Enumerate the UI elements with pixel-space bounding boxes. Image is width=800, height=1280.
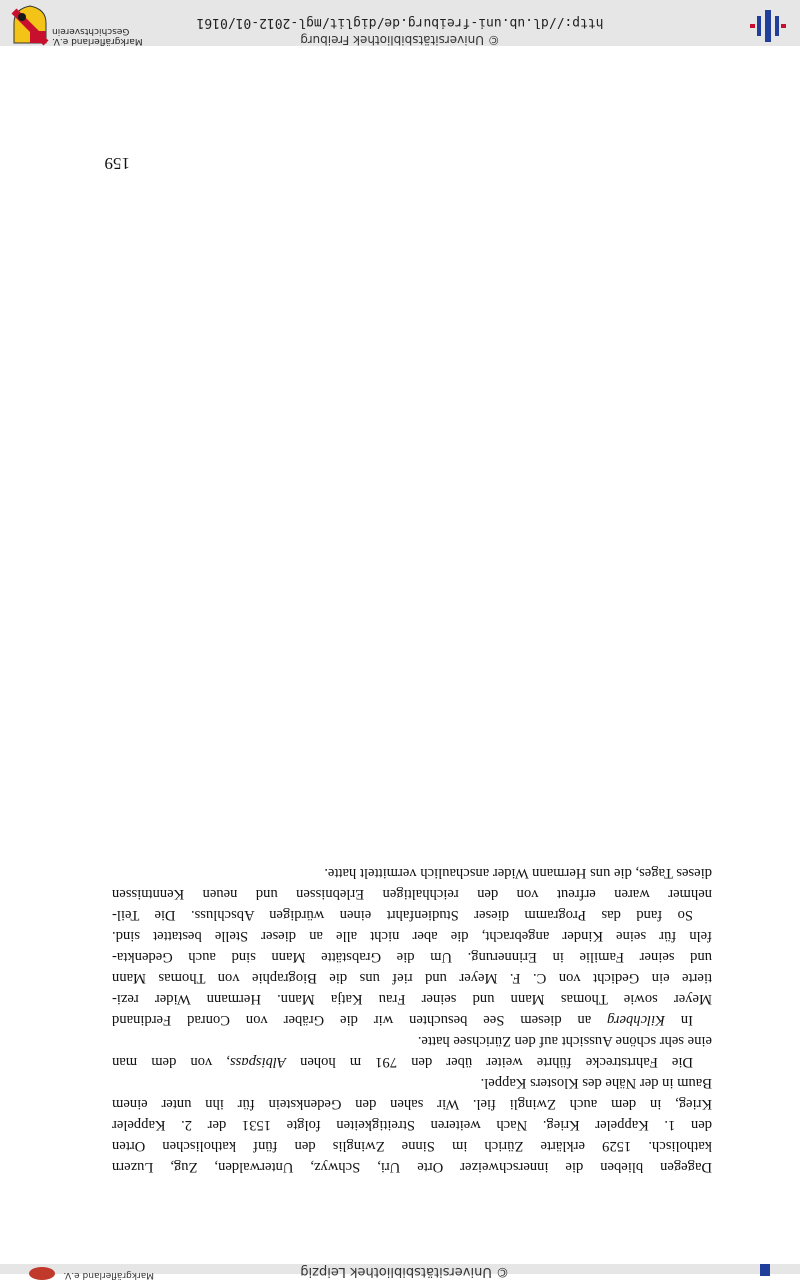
text-line: nehmer waren erfreut von den reichhaltigen Erlebnissen und neuen Kenntnissen	[112, 886, 712, 902]
footer-url[interactable]: http://dl.ub.uni-freiburg.de/diglit/mgl-2012-01/0161	[196, 15, 604, 30]
society-name	[52, 26, 156, 46]
top-copyright: © Universitätsbibliothek Leipzig	[300, 1264, 509, 1279]
society-line: Geschichtsverein	[52, 26, 130, 36]
slub-logo-icon	[760, 1264, 770, 1276]
text-line: den 1. Kappeler Krieg. Nach weiteren Streitigkeiten folgte 1531 der 2. Kappeler	[112, 1117, 712, 1133]
paragraph	[112, 862, 712, 925]
paragraph	[112, 1030, 712, 1072]
text-run: Die Fahrtstrecke führte weiter über den 791 m hohen	[285, 1054, 693, 1070]
text-line: katholisch. 1529 erklärte Zürich im Sinne Zwinglis den fünf katholischen Orten	[112, 1138, 712, 1154]
text-line: Dagegen blieben die innerschweizer Orte Uri, Schwyz, Unterwalden, Zug, Luzern	[112, 1159, 712, 1175]
italic-place-name: Albispass	[230, 1054, 286, 1070]
text-run: an diesem See besuchten wir die Gräber von Conrad Ferdinand	[111, 1012, 608, 1028]
text-line	[112, 1051, 712, 1072]
paragraph	[112, 925, 712, 1030]
footer-copyright: © Universitätsbibliothek Freiburg	[300, 33, 500, 47]
page-number: 159	[104, 154, 130, 173]
text-line: Baum in der Nähe des Klosters Kappel.	[480, 1075, 712, 1091]
society-line: Markgräflerland e.V.	[52, 36, 143, 46]
paragraph	[112, 1072, 712, 1177]
text-line: tierte ein Gedicht von C. F. Meyer und rief uns die Biographie von Thomas Mann	[112, 970, 712, 986]
top-society-label: Markgräflerland e.V.	[63, 1270, 154, 1280]
text-line: eine sehr schöne Aussicht auf den Zürichsee hatte.	[417, 1033, 712, 1049]
top-banner	[0, 1264, 800, 1280]
page-body-text	[112, 862, 712, 1177]
italic-place-name: Kilchberg	[607, 1012, 665, 1028]
text-line: So fand das Programm dieser Studienfahrt einen würdigen Abschluss. Die Teil-	[112, 907, 693, 923]
text-line: Krieg, in dem auch Zwingli fiel. Wir sahen den Gedenkstein für ihn unter einem	[112, 1096, 712, 1112]
text-line: dieses Tages, die uns Hermann Wider anschaulich vermittelt hatte.	[324, 865, 712, 881]
crest-icon-top	[29, 1267, 55, 1280]
text-run: In	[664, 1012, 693, 1028]
text-line: Meyer sowie Thomas Mann und seiner Frau Katja Mann. Hermann Wider rezi-	[112, 991, 712, 1007]
coat-of-arms-icon	[12, 5, 48, 45]
footer-banner	[0, 0, 800, 46]
text-line: und seiner Familie in Erinnerung. Um die Grabstätte Mann sind auch Gedenkta-	[112, 949, 712, 965]
text-line	[112, 1009, 712, 1030]
text-run: , von dem man	[112, 1054, 231, 1070]
text-line: feln für seine Kinder angebracht, die aber nicht alle an dieser Stelle bestattet sind.	[112, 928, 712, 944]
